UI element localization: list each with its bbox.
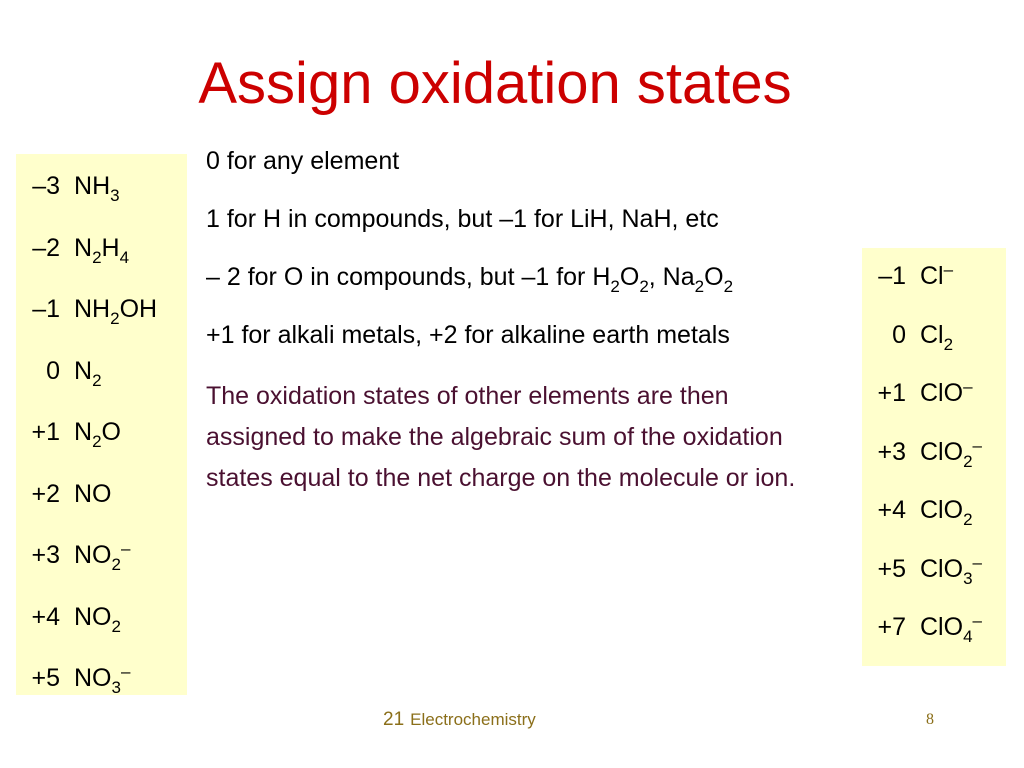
formula bbox=[60, 351, 102, 391]
formula bbox=[60, 474, 112, 514]
oxidation-state: 0 bbox=[892, 320, 906, 349]
formula-text: Cl bbox=[920, 262, 944, 290]
formula-text: Cl bbox=[920, 320, 944, 349]
formula bbox=[60, 658, 130, 698]
subscript: 2 bbox=[610, 277, 620, 296]
oxidation-state: +5 bbox=[31, 664, 60, 692]
formula-text: NO bbox=[74, 664, 112, 692]
formula bbox=[906, 432, 982, 472]
formula bbox=[60, 166, 120, 206]
compound-row bbox=[862, 315, 1006, 355]
formula-text: ClO bbox=[920, 379, 964, 407]
oxidation-state: –3 bbox=[32, 172, 60, 200]
compound-row bbox=[16, 228, 187, 268]
formula bbox=[906, 549, 982, 589]
subscript: 2 bbox=[694, 277, 705, 296]
footer-chapter bbox=[383, 706, 643, 734]
compound-row bbox=[16, 658, 187, 698]
subscript: 2 bbox=[92, 432, 102, 451]
formula-text: H bbox=[101, 233, 120, 262]
compound-row bbox=[862, 432, 1006, 472]
formula bbox=[906, 490, 973, 530]
oxidation-state: +1 bbox=[877, 379, 906, 407]
subscript: 2 bbox=[963, 451, 973, 471]
superscript: – bbox=[972, 435, 982, 455]
chlorine-panel bbox=[862, 248, 1006, 666]
slide-title: Assign oxidation states bbox=[198, 51, 792, 116]
formula bbox=[906, 373, 973, 413]
rule-oxygen bbox=[206, 260, 826, 294]
subscript: 2 bbox=[639, 277, 649, 296]
oxidation-state: –1 bbox=[32, 295, 60, 323]
rule-oxygen-o2: O bbox=[704, 263, 724, 291]
formula-text: ClO bbox=[920, 613, 964, 641]
subscript: 2 bbox=[110, 309, 120, 328]
subscript: 2 bbox=[92, 370, 102, 390]
rule-metals: +1 for alkali metals, +2 for alkaline earth metals bbox=[206, 321, 730, 349]
superscript: – bbox=[972, 552, 982, 572]
formula-text: ClO bbox=[920, 496, 964, 524]
nitrogen-panel bbox=[16, 154, 187, 695]
oxidation-state: 0 bbox=[46, 356, 60, 385]
formula-text: N bbox=[74, 172, 93, 200]
rule-oxygen-mid: , Na bbox=[648, 263, 695, 291]
subscript: 4 bbox=[963, 627, 973, 646]
rule-element: 0 for any element bbox=[206, 147, 400, 175]
formula bbox=[60, 228, 129, 268]
rule-note: The oxidation states of other elements are then assigned to make the algebraic sum of the oxidation states equal to the net charge on the molecule or ion. bbox=[206, 382, 796, 492]
formula-text: N bbox=[74, 233, 93, 262]
compound-row bbox=[862, 373, 1006, 413]
formula bbox=[60, 535, 130, 575]
compound-row bbox=[862, 549, 1006, 589]
subscript: 3 bbox=[111, 678, 121, 697]
oxidation-state: +4 bbox=[31, 602, 60, 631]
oxidation-state: –2 bbox=[32, 233, 60, 262]
subscript: 3 bbox=[110, 186, 120, 205]
chapter-number: 21 bbox=[383, 709, 405, 730]
formula bbox=[906, 607, 982, 647]
formula-text: NH bbox=[74, 295, 111, 323]
subscript: 2 bbox=[111, 555, 121, 574]
rule-oxygen-prefix: – 2 for O in compounds, but –1 for H bbox=[206, 263, 611, 291]
oxidation-state: +5 bbox=[877, 554, 906, 583]
compound-row bbox=[862, 607, 1006, 647]
formula-text: ClO bbox=[920, 554, 964, 583]
oxidation-state: +7 bbox=[877, 613, 906, 641]
subscript: 2 bbox=[943, 334, 954, 354]
formula-text: N bbox=[74, 356, 93, 385]
subscript: 2 bbox=[111, 616, 121, 636]
compound-row bbox=[16, 597, 187, 637]
subscript: 2 bbox=[723, 277, 734, 296]
oxidation-state: +1 bbox=[31, 418, 60, 446]
oxidation-state: –1 bbox=[878, 262, 906, 290]
formula-text: OH bbox=[119, 295, 158, 323]
compound-row bbox=[16, 412, 187, 452]
formula-text: H bbox=[92, 172, 111, 200]
superscript: – bbox=[972, 611, 982, 630]
subscript: 2 bbox=[963, 510, 973, 529]
formula-text: NO bbox=[74, 602, 112, 631]
formula bbox=[60, 289, 157, 329]
formula-text: O bbox=[101, 418, 121, 446]
formula bbox=[60, 597, 121, 637]
superscript: – bbox=[963, 377, 973, 396]
compound-row bbox=[16, 166, 187, 206]
formula-text: NO bbox=[74, 541, 112, 569]
compound-row bbox=[862, 490, 1006, 530]
oxidation-state: +3 bbox=[877, 437, 906, 466]
formula-text: N bbox=[74, 418, 93, 446]
compound-row bbox=[16, 289, 187, 329]
formula bbox=[60, 412, 121, 452]
compound-row bbox=[862, 256, 1006, 296]
superscript: – bbox=[943, 260, 954, 279]
compound-row bbox=[16, 351, 187, 391]
chapter-label: Electrochemistry bbox=[410, 710, 536, 729]
oxidation-state: +3 bbox=[31, 541, 60, 569]
superscript: – bbox=[120, 539, 131, 558]
compound-row bbox=[16, 535, 187, 575]
subscript: 3 bbox=[963, 568, 973, 588]
compound-row bbox=[16, 474, 187, 514]
oxidation-state: +2 bbox=[31, 479, 60, 508]
formula-text: NO bbox=[74, 479, 112, 508]
rule-oxygen-o: O bbox=[619, 263, 640, 291]
formula bbox=[906, 256, 953, 296]
superscript: – bbox=[120, 662, 131, 681]
rule-hydrogen: 1 for H in compounds, but –1 for LiH, NaH, etc bbox=[206, 205, 719, 233]
oxidation-state: +4 bbox=[877, 496, 906, 524]
subscript: 2 bbox=[92, 247, 102, 267]
formula-text: ClO bbox=[920, 437, 964, 466]
rules-list bbox=[206, 144, 826, 523]
subscript: 4 bbox=[119, 247, 130, 267]
formula bbox=[906, 315, 953, 355]
page-number: 8 bbox=[926, 711, 934, 728]
